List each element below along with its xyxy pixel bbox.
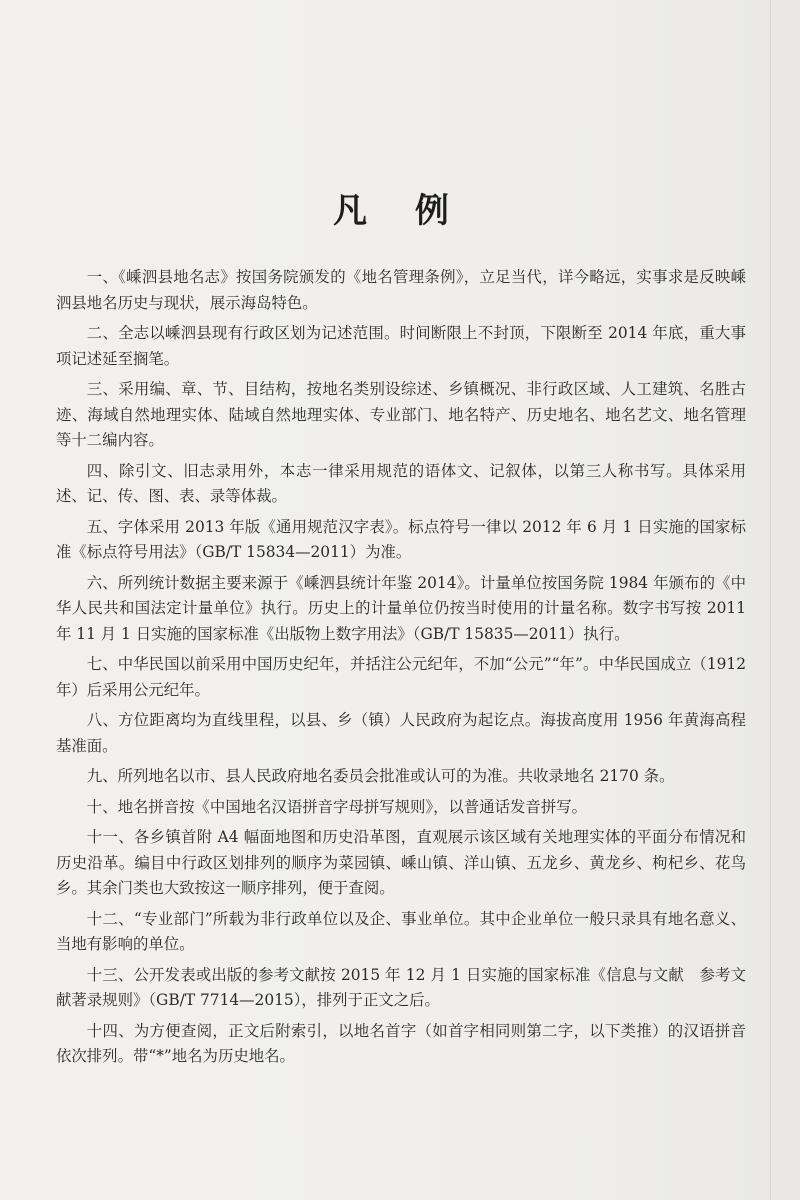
paragraph-13: 十三、公开发表或出版的参考文献按 2015 年 12 月 1 日实施的国家标准《信息与文献 参考文献著录规则》（GB/T 7714—2015），排列于正文之后。 (56, 965, 746, 1009)
paragraph-5: 五、字体采用 2013 年版《通用规范汉字表》。标点符号一律以 2012 年 6 月 1 日实施的国家标准《标点符号用法》（GB/T 15834—2011）为准。 (56, 517, 746, 561)
paragraph-3: 三、采用编、章、节、目结构，按地名类别设综述、乡镇概况、非行政区域、人工建筑、名胜古迹、海域自然地理实体、陆域自然地理实体、专业部门、地名特产、历史地名、地名艺文、地名管理等十二编内容。 (56, 380, 746, 449)
paragraph-10: 十、地名拼音按《中国地名汉语拼音字母拼写规则》，以普通话发音拼写。 (86, 797, 587, 816)
paragraph-12: 十二、“专业部门”所载为非行政单位以及企、事业单位。其中企业单位一般只录具有地名意义、当地有影响的单位。 (56, 909, 746, 953)
paragraph-8: 八、方位距离均为直线里程，以县、乡（镇）人民政府为起讫点。海拔高度用 1956 年黄海高程基准面。 (56, 711, 746, 755)
paragraph-11: 十一、各乡镇首附 A4 幅面地图和历史沿革图，直观展示该区域有关地理实体的平面分布情况和历史沿革。编目中行政区划排列的顺序为菜园镇、嵊山镇、洋山镇、五龙乡、黄龙乡、枸杞乡、花鸟乡。其余门类也大致按这一顺序排列，便于查阅。 (56, 828, 746, 897)
document-body (56, 265, 746, 1075)
paragraph-9: 九、所列地名以市、县人民政府地名委员会批准或认可的为准。共收录地名 2170 条。 (86, 767, 675, 785)
paragraph-14: 十四、为方便查阅，正文后附索引，以地名首字（如首字相同则第二字，以下类推）的汉语拼音依次排列。带“*”地名为历史地名。 (56, 1021, 746, 1065)
paragraph-4: 四、除引文、旧志录用外，本志一律采用规范的语体文、记叙体，以第三人称书写。具体采用述、记、传、图、表、录等体裁。 (56, 461, 746, 505)
page-gutter-line (770, 0, 771, 1200)
paragraph-1: 一、《嵊泗县地名志》按国务院颁发的《地名管理条例》，立足当代，详今略远，实事求是反映嵊泗县地名历史与现状，展示海岛特色。 (56, 268, 746, 312)
paragraph-6: 六、所列统计数据主要来源于《嵊泗县统计年鉴 2014》。计量单位按国务院 1984 年颁布的《中华人民共和国法定计量单位》执行。历史上的计量单位仍按当时使用的计量名称。数字书写按 2011 年 11 月 1 日实施的国家标准《出版物上数字用法》（GB/T 15835—2011）执行。 (56, 573, 746, 643)
page-title: 凡 例 (333, 190, 467, 231)
paragraph-7: 七、中华民国以前采用中国历史纪年，并括注公元纪年，不加“公元”“年”。中华民国成立（1912 年）后采用公元纪年。 (56, 655, 746, 699)
paragraph-2: 二、全志以嵊泗县现有行政区划为记述范围。时间断限上不封顶，下限断至 2014 年底，重大事项记述延至搁笔。 (56, 324, 746, 368)
